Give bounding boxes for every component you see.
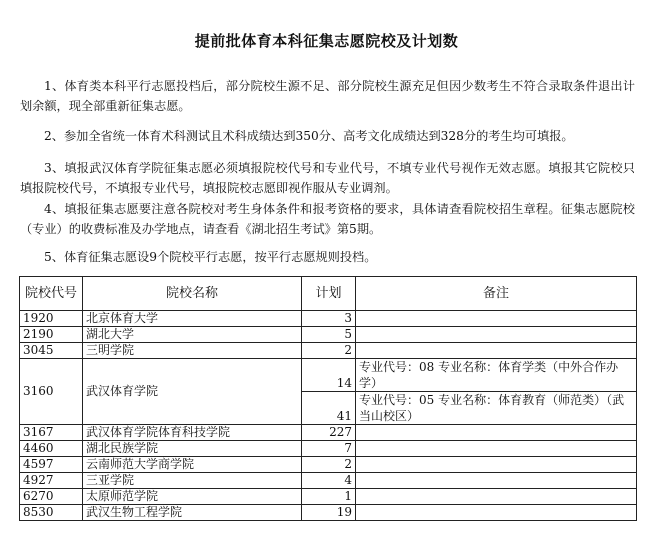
cell-note: 专业代号：05 专业名称：体育教育（师范类）（武当山校区） (356, 392, 637, 425)
cell-note (356, 425, 637, 441)
cell-plan: 14 (302, 359, 356, 392)
cell-note (356, 473, 637, 489)
paragraph-1: 1、体育类本科平行志愿投档后，部分院校生源不足、部分院校生源充足但因少数考生不符合录取条件退出计划余额，现全部重新征集志愿。 (20, 79, 635, 113)
table-row (20, 425, 637, 441)
cell-code: 3160 (20, 359, 83, 425)
cell-note (356, 327, 637, 343)
cell-code: 3167 (20, 425, 83, 441)
table-header-row (20, 277, 637, 311)
cell-name: 北京体育大学 (83, 311, 302, 327)
header-plan: 计划 (302, 277, 356, 311)
table-row (20, 457, 637, 473)
cell-plan: 19 (302, 505, 356, 521)
cell-name: 湖北大学 (83, 327, 302, 343)
cell-name: 太原师范学院 (83, 489, 302, 505)
cell-plan: 4 (302, 473, 356, 489)
table-row (20, 327, 637, 343)
cell-name: 武汉体育学院体育科技学院 (83, 425, 302, 441)
cell-code: 6270 (20, 489, 83, 505)
cell-note (356, 457, 637, 473)
table-row (20, 505, 637, 521)
cell-note (356, 343, 637, 359)
cell-note (356, 441, 637, 457)
cell-name: 三亚学院 (83, 473, 302, 489)
cell-plan: 3 (302, 311, 356, 327)
cell-note (356, 489, 637, 505)
cell-name: 武汉生物工程学院 (83, 505, 302, 521)
cell-code: 3045 (20, 343, 83, 359)
table-row (20, 343, 637, 359)
cell-plan: 5 (302, 327, 356, 343)
paragraph-4: 4、填报征集志愿要注意各院校对考生身体条件和报考资格的要求，具体请查看院校招生章程。征集志愿院校（专业）的收费标准及办学地点，请查看《湖北招生考试》第5期。 (20, 202, 635, 236)
paragraph-5: 5、体育征集志愿设9个院校平行志愿，按平行志愿规则投档。 (44, 250, 377, 264)
cell-code: 4927 (20, 473, 83, 489)
cell-name: 湖北民族学院 (83, 441, 302, 457)
cell-code: 4597 (20, 457, 83, 473)
cell-plan: 227 (302, 425, 356, 441)
plan-table (19, 276, 637, 521)
header-name: 院校名称 (83, 277, 302, 311)
cell-plan: 41 (302, 392, 356, 425)
cell-plan: 2 (302, 343, 356, 359)
cell-note (356, 505, 637, 521)
cell-plan: 1 (302, 489, 356, 505)
cell-name: 三明学院 (83, 343, 302, 359)
paragraph-2: 2、参加全省统一体育术科测试且术科成绩达到350分、高考文化成绩达到328分的考生均可填报。 (44, 129, 574, 143)
cell-code: 1920 (20, 311, 83, 327)
table-row (20, 311, 637, 327)
cell-code: 4460 (20, 441, 83, 457)
cell-code: 8530 (20, 505, 83, 521)
cell-plan: 7 (302, 441, 356, 457)
paragraph-3: 3、填报武汉体育学院征集志愿必须填报院校代号和专业代号，不填专业代号视作无效志愿。填报其它院校只填报院校代号，不填报专业代号，填报院校志愿即视作服从专业调剂。 (20, 161, 635, 195)
cell-note: 专业代号：08 专业名称：体育学类（中外合作办学） (356, 359, 637, 392)
cell-code: 2190 (20, 327, 83, 343)
table-row (20, 473, 637, 489)
header-note: 备注 (356, 277, 637, 311)
cell-note (356, 311, 637, 327)
table-row (20, 441, 637, 457)
table-row (20, 489, 637, 505)
cell-name: 武汉体育学院 (83, 359, 302, 425)
table-row (20, 359, 637, 392)
page-title: 提前批体育本科征集志愿院校及计划数 (194, 32, 459, 50)
cell-name: 云南师范大学商学院 (83, 457, 302, 473)
header-code: 院校代号 (20, 277, 83, 311)
cell-plan: 2 (302, 457, 356, 473)
